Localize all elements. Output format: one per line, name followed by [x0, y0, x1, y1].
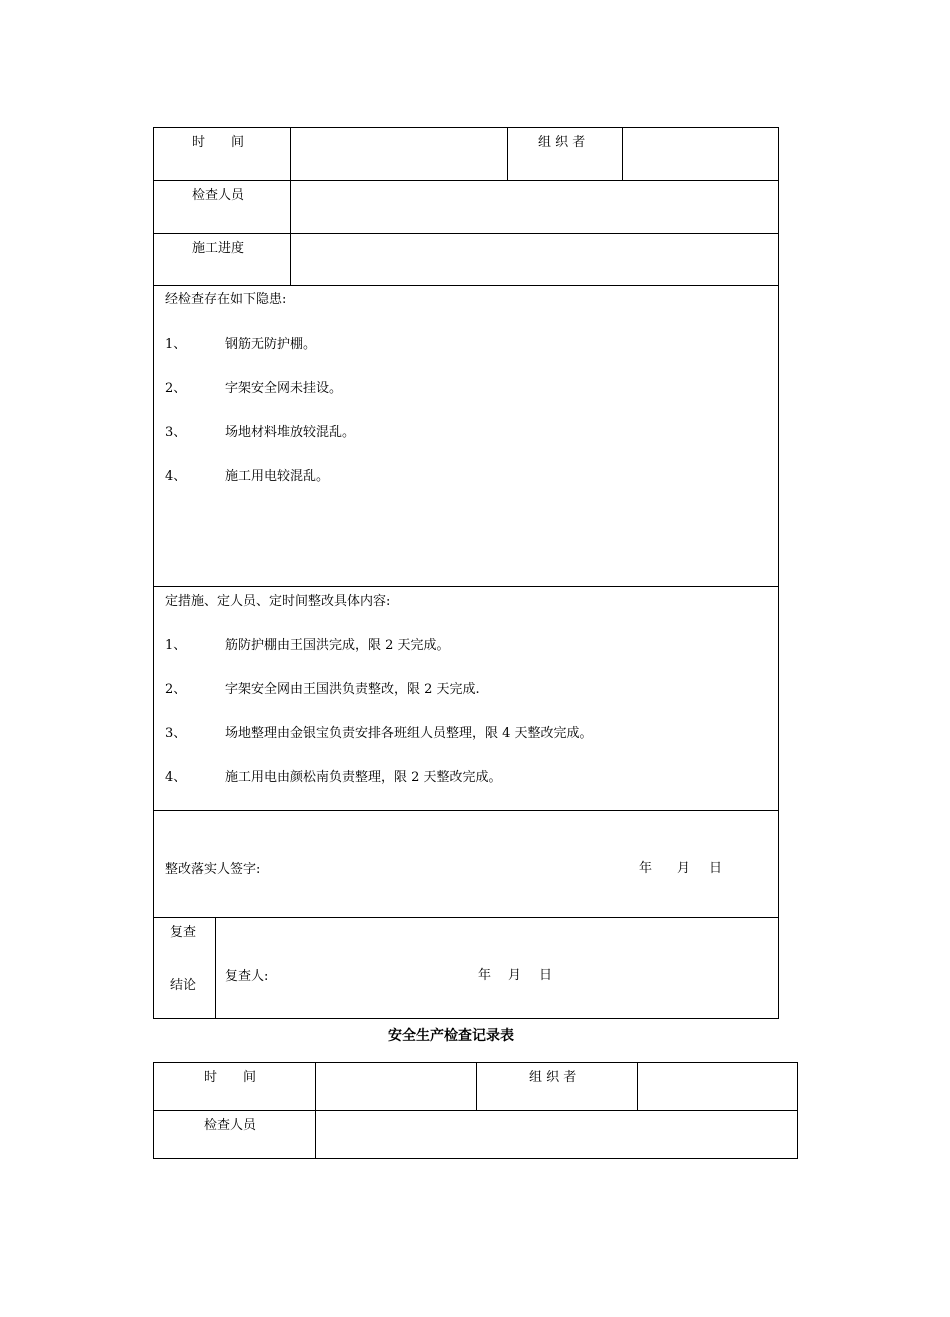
measure-item-2-text: 字架安全网由王国洪负责整改，限 2 天完成. — [225, 682, 480, 697]
review-label-line1: 复查 — [170, 925, 197, 940]
hazard-item-3-text: 场地材料堆放较混乱。 — [225, 425, 356, 440]
progress-label-cell — [153, 233, 291, 286]
form2-organizer-label: 组 织 者 — [529, 1070, 577, 1085]
signature-month: 月 — [677, 861, 691, 876]
form-2-title: 安全生产检查记录表 — [388, 1028, 514, 1044]
measure-item-3-number: 3、 — [165, 726, 187, 741]
review-label-cell — [153, 917, 216, 1019]
hazard-item-1-number: 1、 — [165, 337, 187, 352]
measure-item-1-text: 筋防护棚由王国洪完成，限 2 天完成。 — [225, 638, 450, 653]
measure-item-4-number: 4、 — [165, 770, 187, 785]
time-label: 时 间 — [192, 135, 245, 150]
hazard-item-2-text: 字架安全网未挂设。 — [225, 381, 343, 396]
time-label-cell — [153, 127, 291, 181]
hazard-item-4-number: 4、 — [165, 469, 187, 484]
hazard-item-3-number: 3、 — [165, 425, 187, 440]
form2-inspectors-label: 检查人员 — [204, 1118, 257, 1133]
signature-section — [153, 810, 779, 918]
signature-label: 整改落实人签字: — [165, 862, 261, 877]
form2-time-value-cell[interactable] — [315, 1062, 477, 1111]
organizer-label: 组 织 者 — [538, 135, 586, 150]
hazards-section — [153, 285, 779, 587]
inspectors-value-cell[interactable] — [290, 180, 779, 234]
review-month: 月 — [508, 968, 522, 983]
review-content-cell — [215, 917, 779, 1019]
time-value-cell[interactable] — [290, 127, 508, 181]
hazards-heading: 经检查存在如下隐患: — [165, 292, 287, 307]
organizer-label-cell — [507, 127, 623, 181]
form2-time-label: 时 间 — [204, 1070, 257, 1085]
hazard-item-2-number: 2、 — [165, 381, 187, 396]
form2-inspectors-label-cell — [153, 1110, 316, 1159]
measure-item-4-text: 施工用电由颜松南负责整理，限 2 天整改完成。 — [225, 770, 502, 785]
reviewer-label: 复查人: — [225, 969, 269, 984]
measure-item-1-number: 1、 — [165, 638, 187, 653]
measure-item-3-text: 场地整理由金银宝负责安排各班组人员整理，限 4 天整改完成。 — [225, 726, 593, 741]
measures-section — [153, 586, 779, 811]
review-year: 年 — [478, 968, 492, 983]
review-day: 日 — [539, 968, 553, 983]
form2-inspectors-value-cell[interactable] — [315, 1110, 798, 1159]
form2-organizer-label-cell — [476, 1062, 638, 1111]
progress-label: 施工进度 — [192, 241, 245, 256]
measures-heading: 定措施、定人员、定时间整改具体内容: — [165, 594, 391, 609]
inspectors-label: 检查人员 — [192, 188, 245, 203]
review-label-line2: 结论 — [170, 978, 197, 993]
measure-item-2-number: 2、 — [165, 682, 187, 697]
hazard-item-1-text: 钢筋无防护棚。 — [225, 337, 317, 352]
form2-organizer-value-cell[interactable] — [637, 1062, 798, 1111]
inspectors-label-cell — [153, 180, 291, 234]
progress-value-cell[interactable] — [290, 233, 779, 286]
signature-year: 年 — [639, 861, 653, 876]
form2-time-label-cell — [153, 1062, 316, 1111]
hazard-item-4-text: 施工用电较混乱。 — [225, 469, 330, 484]
signature-day: 日 — [709, 861, 723, 876]
organizer-value-cell[interactable] — [622, 127, 779, 181]
